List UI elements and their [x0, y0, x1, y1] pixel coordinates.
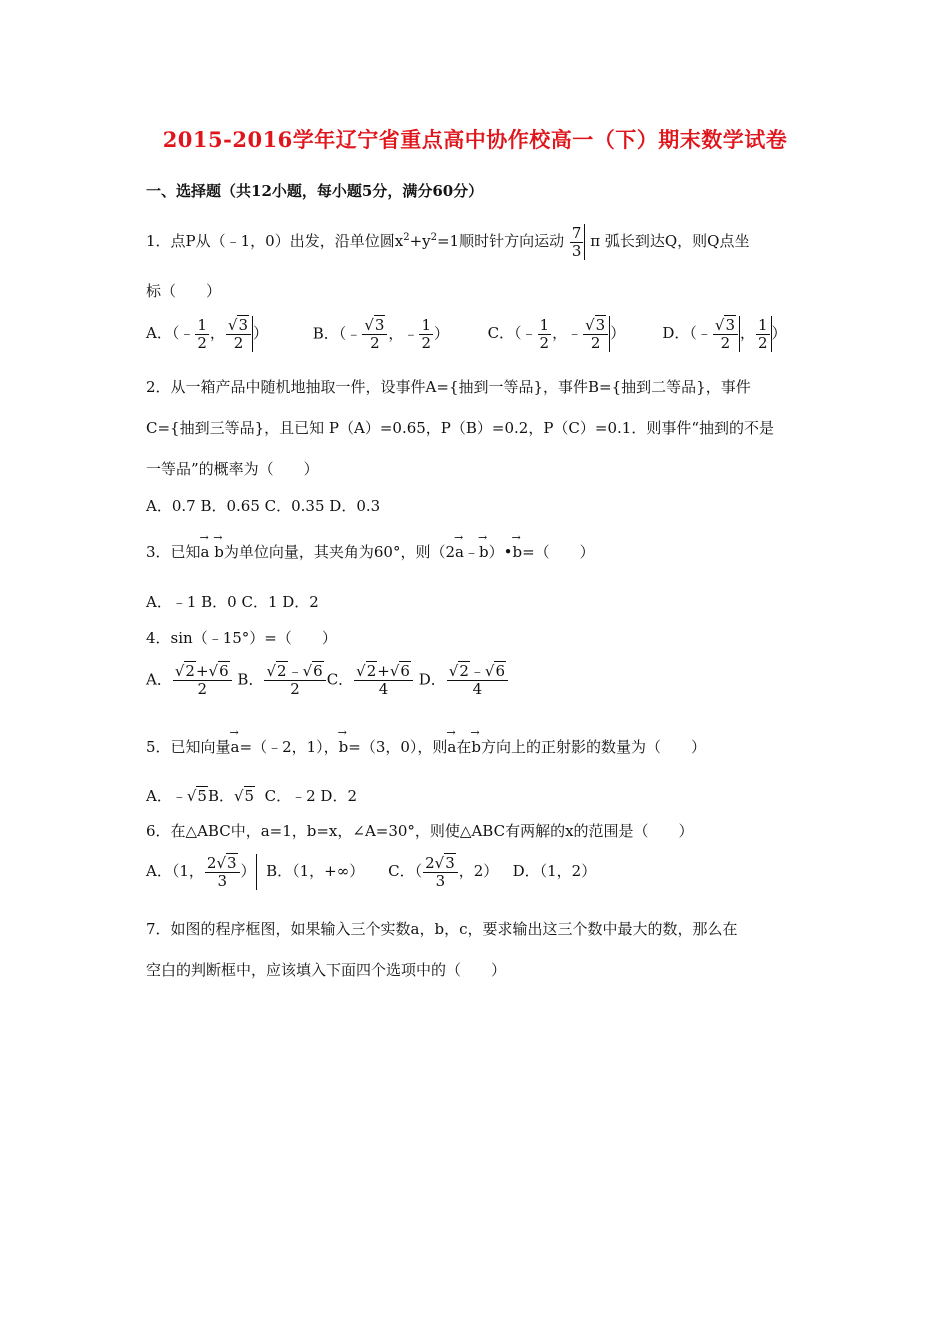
- question-2-options: A．0.7 B．0.65 C．0.35 D．0.3: [146, 497, 381, 515]
- question-2-line-1: 2．从一箱产品中随机地抽取一件，设事件A={抽到一等品}，事件B={抽到二等品}，事件: [146, 378, 751, 396]
- question-1-line-2: 标（ ）: [146, 282, 222, 300]
- vector-b: → b: [471, 738, 481, 756]
- question-6-options: A．（1， $\frac{2√3}{3}$ ） B．（1，+∞） C．（ $\frac{2√3}{3}$ ，2） D．（1，2）: [146, 853, 597, 890]
- question-5-options: A．﹣√5B．√5 C．﹣2 D．2: [146, 787, 357, 805]
- vector-a: → a: [201, 543, 210, 561]
- option-b-expression: $\frac{√2﹣√6}{2}$: [264, 664, 325, 697]
- question-2-line-3: 一等品”的概率为（ ）: [146, 460, 319, 478]
- option-c-expression: $\frac{√2+√6}{4}$: [354, 664, 413, 697]
- vector-b: → b: [339, 738, 349, 756]
- question-1-line-1: 1．点P从（﹣1，0）出发，沿单位圆$x^2+y^2=1$顺时针方向运动 $\frac{7}{3}$ π 弧长到达Q，则Q点坐: [146, 223, 750, 260]
- option-a-expression: $\frac{√2+√6}{2}$: [173, 664, 232, 697]
- vector-a: → a: [447, 738, 456, 756]
- question-3-line: 3．已知→ a → b为单位向量，其夹角为60°，则（2→ a﹣→ b）•→ b=（ ）: [146, 541, 595, 562]
- vector-b: → b: [479, 543, 489, 561]
- question-3-options: A．﹣1 B．0 C．1 D．2: [146, 593, 319, 611]
- exam-title: 2015-2016学年辽宁省重点高中协作校高一（下）期末数学试卷: [162, 127, 788, 152]
- option-a: A．（﹣ $\frac{1}{2}$ ， $\frac{√3}{2}$ ）: [146, 315, 269, 352]
- vector-a: → a: [231, 738, 240, 756]
- vector-a: → a: [455, 543, 464, 561]
- fraction-2root3-over-3: $\frac{2√3}{3}$: [423, 856, 458, 889]
- question-5-line: 5．已知向量→ a=（﹣2，1），→ b=（3，0），则→ a在→ b方向上的正射影的数量为（ ）: [146, 736, 706, 757]
- section-heading: 一、选择题（共12小题，每小题5分，满分60分）: [146, 182, 484, 200]
- question-2-line-2: C={抽到三等品}，且已知 P（A）=0.65，P（B）=0.2，P（C）=0.1．则事件“抽到的不是: [146, 419, 774, 437]
- option-b: B．（﹣ $\frac{√3}{2}$ ，﹣ $\frac{1}{2}$ ）: [312, 315, 449, 352]
- question-7-line-2: 空白的判断框中，应该填入下面四个选项中的（ ）: [146, 961, 507, 979]
- vector-b: → b: [214, 543, 224, 561]
- question-4-line: 4．sin（﹣15°）=（ ）: [146, 629, 337, 647]
- question-7-line-1: 7．如图的程序框图，如果输入三个实数a，b，c，要求输出这三个数中最大的数，那么在: [146, 920, 738, 938]
- question-4-options: A． $\frac{√2+√6}{2}$ B． $\frac{√2﹣√6}{2}$ C． $\frac{√2+√6}{4}$ D． $\frac{√2﹣√6}{4}$: [146, 664, 509, 697]
- option-c: C．（﹣ $\frac{1}{2}$ ，﹣ $\frac{√3}{2}$ ）: [487, 315, 626, 352]
- option-d: D．（﹣ $\frac{√3}{2}$ ， $\frac{1}{2}$ ）: [662, 315, 787, 352]
- fraction-7-3: $\frac{7}{3}$: [571, 223, 582, 260]
- question-6-line: 6．在△ABC中，a=1，b=x，∠A=30°，则使△ABC有两解的x的范围是（ ）: [146, 822, 694, 840]
- vector-b: → b: [512, 543, 522, 561]
- fraction-2root3-over-3: $\frac{2√3}{3}$: [205, 856, 240, 889]
- option-d-expression: $\frac{√2﹣√6}{4}$: [447, 664, 508, 697]
- question-1-options: [146, 316, 787, 352]
